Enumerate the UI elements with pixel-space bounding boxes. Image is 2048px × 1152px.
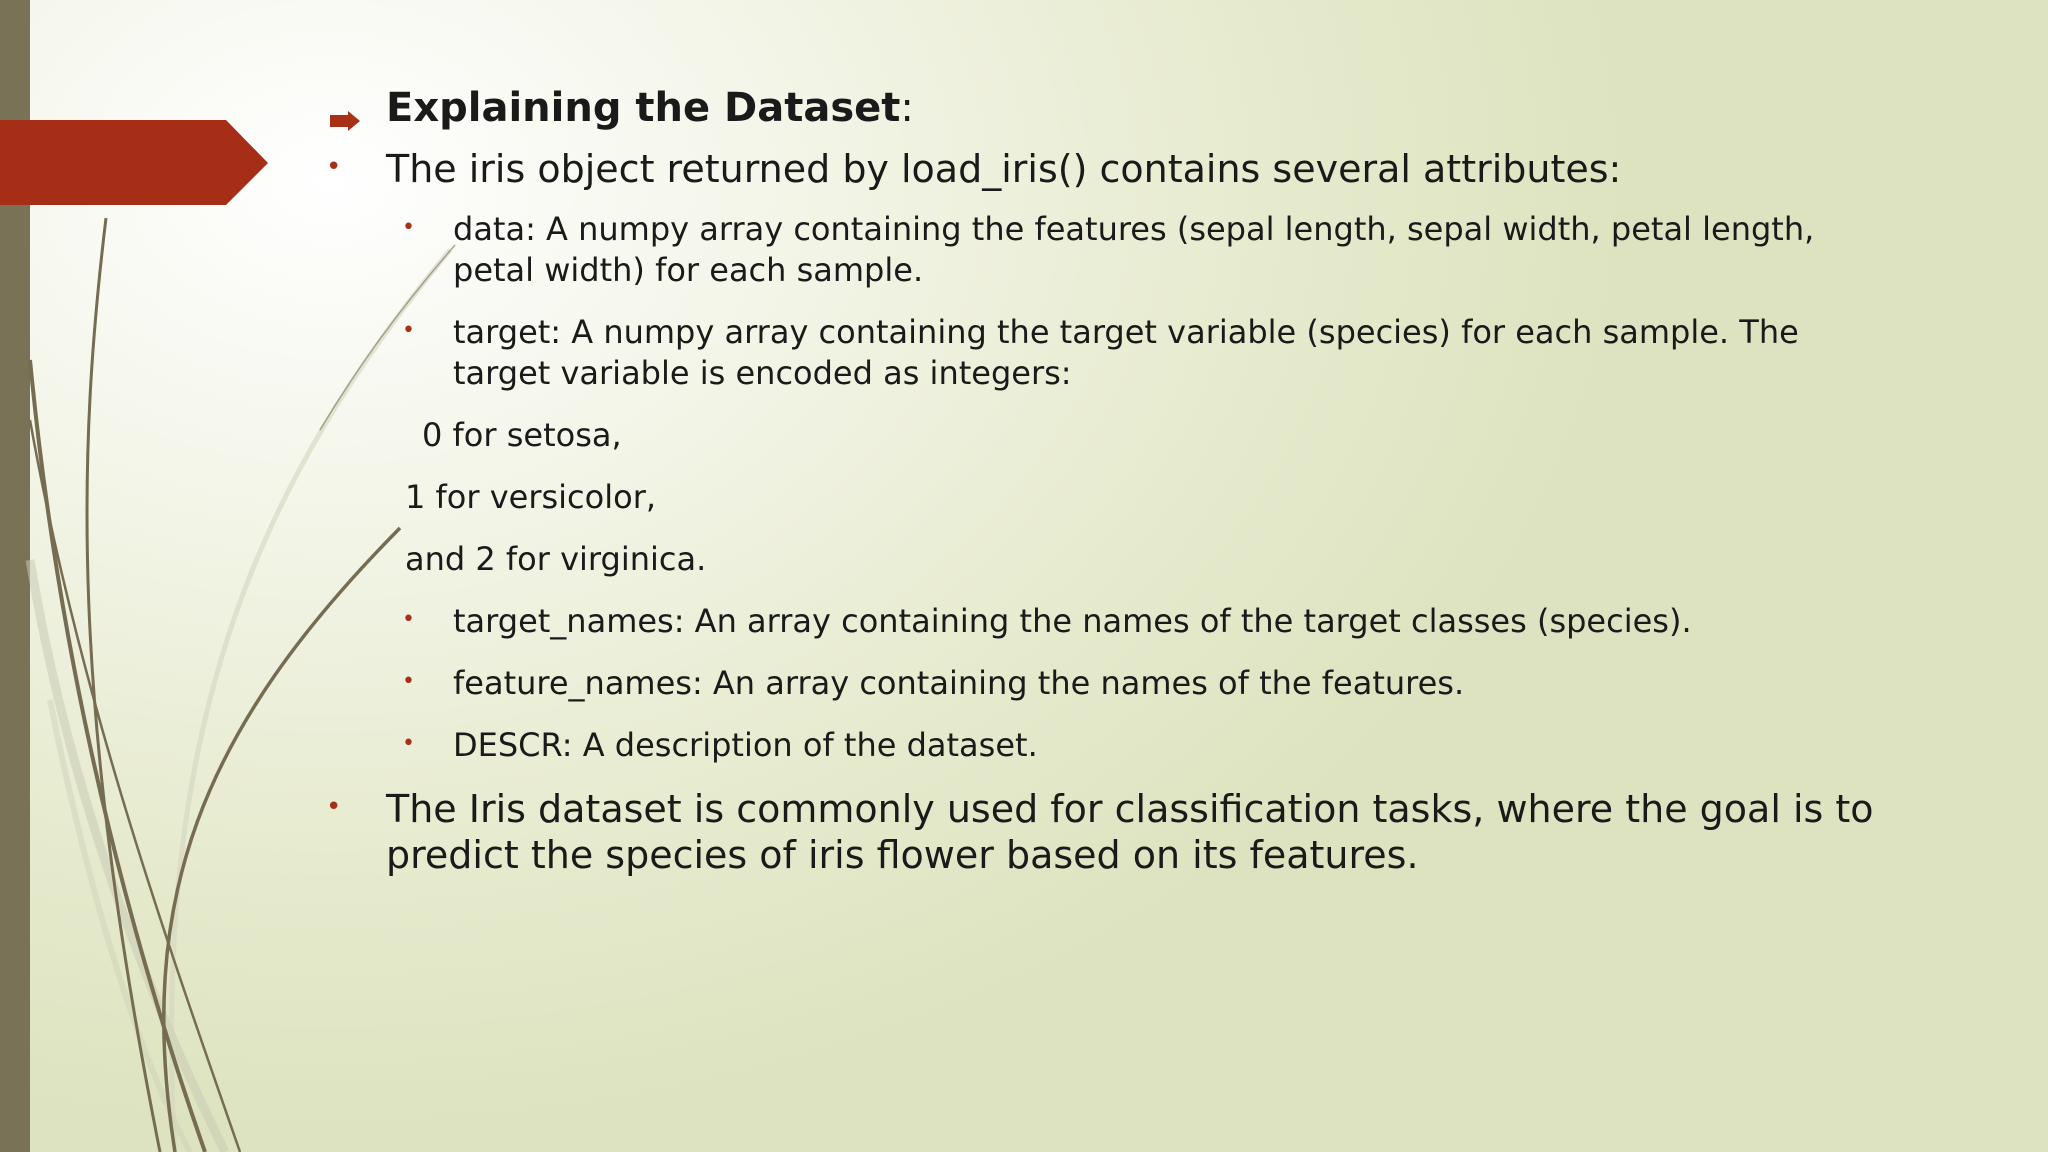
- attribute-target-names-item: [320, 601, 1900, 642]
- bullet-icon: •: [402, 669, 415, 694]
- arrow-bullet-icon: [330, 98, 360, 138]
- heading-suffix: :: [900, 85, 914, 131]
- bullet-icon: •: [402, 607, 415, 632]
- heading-text: Explaining the Dataset: [386, 85, 901, 131]
- encoding-versicolor: 1 for versicolor,: [405, 478, 657, 516]
- attribute-descr-item: [320, 725, 1900, 766]
- heading-item: [320, 80, 1900, 136]
- slide-body: [320, 80, 1900, 878]
- bullet-icon: •: [402, 731, 415, 756]
- attribute-target-names-text: target_names: An array containing the names of the target classes (species).: [453, 602, 1692, 640]
- bullet-icon: •: [402, 215, 415, 240]
- closing-item: [320, 786, 1900, 878]
- bullet-icon: •: [402, 318, 415, 343]
- bullet-icon: •: [326, 792, 342, 822]
- encoding-setosa: 0 for setosa,: [422, 416, 622, 454]
- closing-text: The Iris dataset is commonly used for classification tasks, where the goal is to predict the species of iris flower based on its features.: [386, 787, 1874, 877]
- title-pentagon: [0, 120, 268, 205]
- bullet-icon: •: [326, 152, 342, 182]
- attribute-data-text: data: A numpy array containing the features (sepal length, sepal width, petal length, petal width) for each sample.: [453, 210, 1815, 289]
- attribute-target-item: [320, 312, 1900, 394]
- attribute-data-item: [320, 209, 1900, 291]
- attribute-feature-names-text: feature_names: An array containing the names of the features.: [453, 664, 1465, 702]
- attribute-descr-text: DESCR: A description of the dataset.: [453, 726, 1038, 764]
- intro-item: [320, 146, 1900, 192]
- encoding-virginica: and 2 for virginica.: [405, 540, 707, 578]
- attribute-feature-names-item: [320, 663, 1900, 704]
- left-accent-bar: [0, 0, 30, 1152]
- intro-text: The iris object returned by load_iris() contains several attributes:: [386, 147, 1622, 191]
- attribute-target-text: target: A numpy array containing the target variable (species) for each sample. The target variable is encoded as integers:: [453, 313, 1799, 392]
